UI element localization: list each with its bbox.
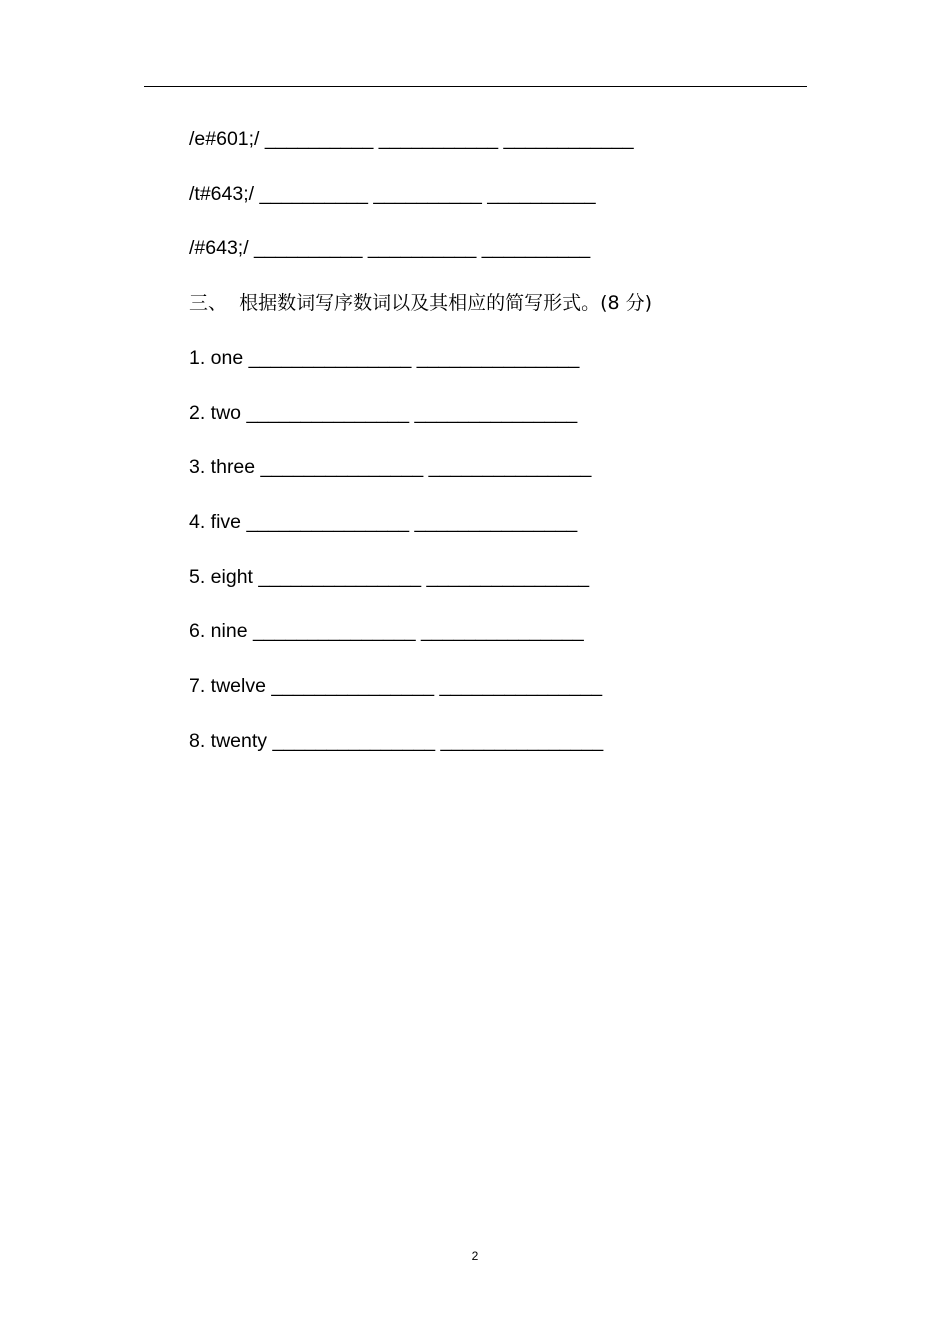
exercise-item-8: 8. twenty _______________ _______________: [189, 730, 604, 752]
exercise-item-2: 2. two _______________ _______________: [189, 402, 578, 424]
phonetic-line-3: /#643;/ __________ __________ __________: [189, 237, 591, 259]
header-rule: [144, 86, 807, 87]
exercise-item-3: 3. three _______________ _______________: [189, 456, 592, 478]
page-number: 2: [471, 1249, 479, 1263]
exercise-item-4: 4. five _______________ _______________: [189, 511, 578, 533]
exercise-item-5: 5. eight _______________ _______________: [189, 566, 590, 588]
phonetic-line-1: /e#601;/ __________ ___________ ____________: [189, 128, 634, 150]
phonetic-line-2: /t#643;/ __________ __________ __________: [189, 183, 596, 205]
exercise-item-7: 7. twelve _______________ _______________: [189, 675, 603, 697]
exercise-item-6: 6. nine _______________ _______________: [189, 620, 584, 642]
exercise-item-1: 1. one _______________ _______________: [189, 347, 580, 369]
section-three-title: 三、 根据数词写序数词以及其相应的简写形式。(8 分): [189, 292, 653, 314]
